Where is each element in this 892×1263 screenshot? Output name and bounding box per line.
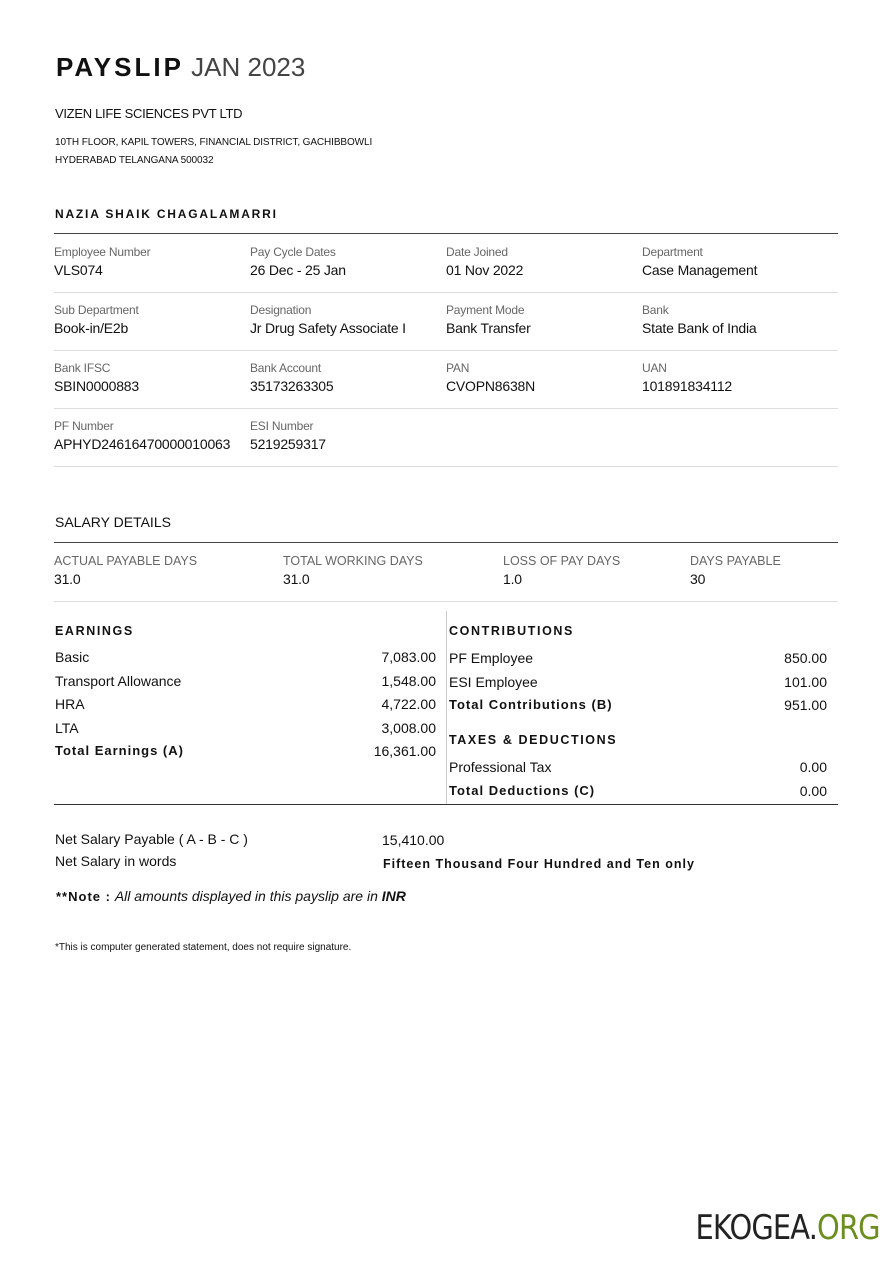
field-value: Book-in/E2b <box>54 320 129 336</box>
column-divider <box>446 611 447 805</box>
net-words-label: Net Salary in words <box>55 853 177 869</box>
field-value: SBIN0000883 <box>54 378 139 394</box>
ekogea-logo: EKOGEA.ORG <box>695 1208 880 1248</box>
note-currency: INR <box>381 888 406 904</box>
deductions-row-amount: 0.00 <box>799 759 827 775</box>
divider <box>54 804 838 805</box>
field-label: Department <box>642 245 703 259</box>
field-label: PAN <box>446 361 470 375</box>
days-label: LOSS OF PAY DAYS <box>503 554 621 568</box>
company-address-line2: HYDERABAD TELANGANA 500032 <box>55 155 214 166</box>
deductions-heading: TAXES & DEDUCTIONS <box>449 733 618 747</box>
note-label: **Note : <box>56 889 111 904</box>
field-label: Employee Number <box>54 245 151 259</box>
contributions-row-label: PF Employee <box>449 650 534 666</box>
days-label: TOTAL WORKING DAYS <box>283 554 423 568</box>
field-value: VLS074 <box>54 262 103 278</box>
field-label: Bank Account <box>250 361 321 375</box>
field-label: UAN <box>642 361 667 375</box>
page-title: PAYSLIP JAN 2023 <box>56 52 306 82</box>
deductions-total-label: Total Deductions (C) <box>449 783 596 798</box>
field-label: Designation <box>250 303 312 317</box>
earnings-row-amount: 1,548.00 <box>381 673 436 689</box>
company-address-line1: 10TH FLOOR, KAPIL TOWERS, FINANCIAL DISTRICT, GACHIBBOWLI <box>55 137 373 148</box>
earnings-row-amount: 7,083.00 <box>381 649 436 665</box>
divider <box>54 350 838 351</box>
contributions-row-amount: 101.00 <box>784 674 827 690</box>
days-label: ACTUAL PAYABLE DAYS <box>54 554 198 568</box>
contributions-row-label: ESI Employee <box>449 674 538 690</box>
field-value: 5219259317 <box>250 436 326 452</box>
footnote: *This is computer generated statement, does not require signature. <box>55 942 352 953</box>
note <box>56 887 406 906</box>
contributions-heading: CONTRIBUTIONS <box>449 624 574 638</box>
earnings-total-amount: 16,361.00 <box>373 743 436 759</box>
earnings-total-label: Total Earnings (A) <box>55 743 184 758</box>
deductions-total-amount: 0.00 <box>799 783 827 799</box>
days-value: 30 <box>690 571 706 587</box>
contributions-total-label: Total Contributions (B) <box>449 697 613 712</box>
company-name: VIZEN LIFE SCIENCES PVT LTD <box>55 106 243 121</box>
net-salary-value: 15,410.00 <box>382 832 445 848</box>
field-label: ESI Number <box>250 419 314 433</box>
divider <box>54 292 838 293</box>
field-value: 101891834112 <box>642 378 732 394</box>
field-label: PF Number <box>54 419 114 433</box>
salary-details-title: SALARY DETAILS <box>55 514 171 530</box>
earnings-row-label: Transport Allowance <box>55 673 182 689</box>
earnings-row-amount: 3,008.00 <box>381 720 436 736</box>
field-value: 01 Nov 2022 <box>446 262 524 278</box>
divider <box>54 466 838 467</box>
field-value: 35173263305 <box>250 378 334 394</box>
days-value: 31.0 <box>283 571 310 587</box>
earnings-row-label: Basic <box>55 649 90 665</box>
field-value: CVOPN8638N <box>446 378 536 394</box>
divider <box>54 601 838 602</box>
field-label: Payment Mode <box>446 303 525 317</box>
employee-name: NAZIA SHAIK CHAGALAMARRI <box>55 207 278 221</box>
field-value: APHYD24616470000010063 <box>54 436 231 452</box>
earnings-row-label: HRA <box>55 696 85 712</box>
field-label: Sub Department <box>54 303 139 317</box>
earnings-row-label: LTA <box>55 720 79 736</box>
days-value: 1.0 <box>503 571 522 587</box>
note-text: All amounts displayed in this payslip are in <box>114 888 378 904</box>
contributions-row-amount: 850.00 <box>784 650 827 666</box>
divider <box>54 408 838 409</box>
contributions-total-amount: 951.00 <box>784 697 827 713</box>
divider <box>54 542 838 543</box>
field-value: 26 Dec - 25 Jan <box>250 262 346 278</box>
divider <box>54 233 838 234</box>
days-label: DAYS PAYABLE <box>690 554 781 568</box>
field-label: Bank IFSC <box>54 361 111 375</box>
field-value: Jr Drug Safety Associate I <box>250 320 406 336</box>
field-value: State Bank of India <box>642 320 757 336</box>
deductions-row-label: Professional Tax <box>449 759 552 775</box>
days-value: 31.0 <box>54 571 81 587</box>
net-words-value: Fifteen Thousand Four Hundred and Ten only <box>383 857 695 871</box>
net-salary-label: Net Salary Payable ( A - B - C ) <box>55 831 248 847</box>
earnings-heading: EARNINGS <box>55 624 134 638</box>
field-label: Pay Cycle Dates <box>250 245 336 259</box>
field-label: Bank <box>642 303 669 317</box>
field-label: Date Joined <box>446 245 508 259</box>
earnings-row-amount: 4,722.00 <box>381 696 436 712</box>
field-value: Case Management <box>642 262 758 278</box>
field-value: Bank Transfer <box>446 320 531 336</box>
